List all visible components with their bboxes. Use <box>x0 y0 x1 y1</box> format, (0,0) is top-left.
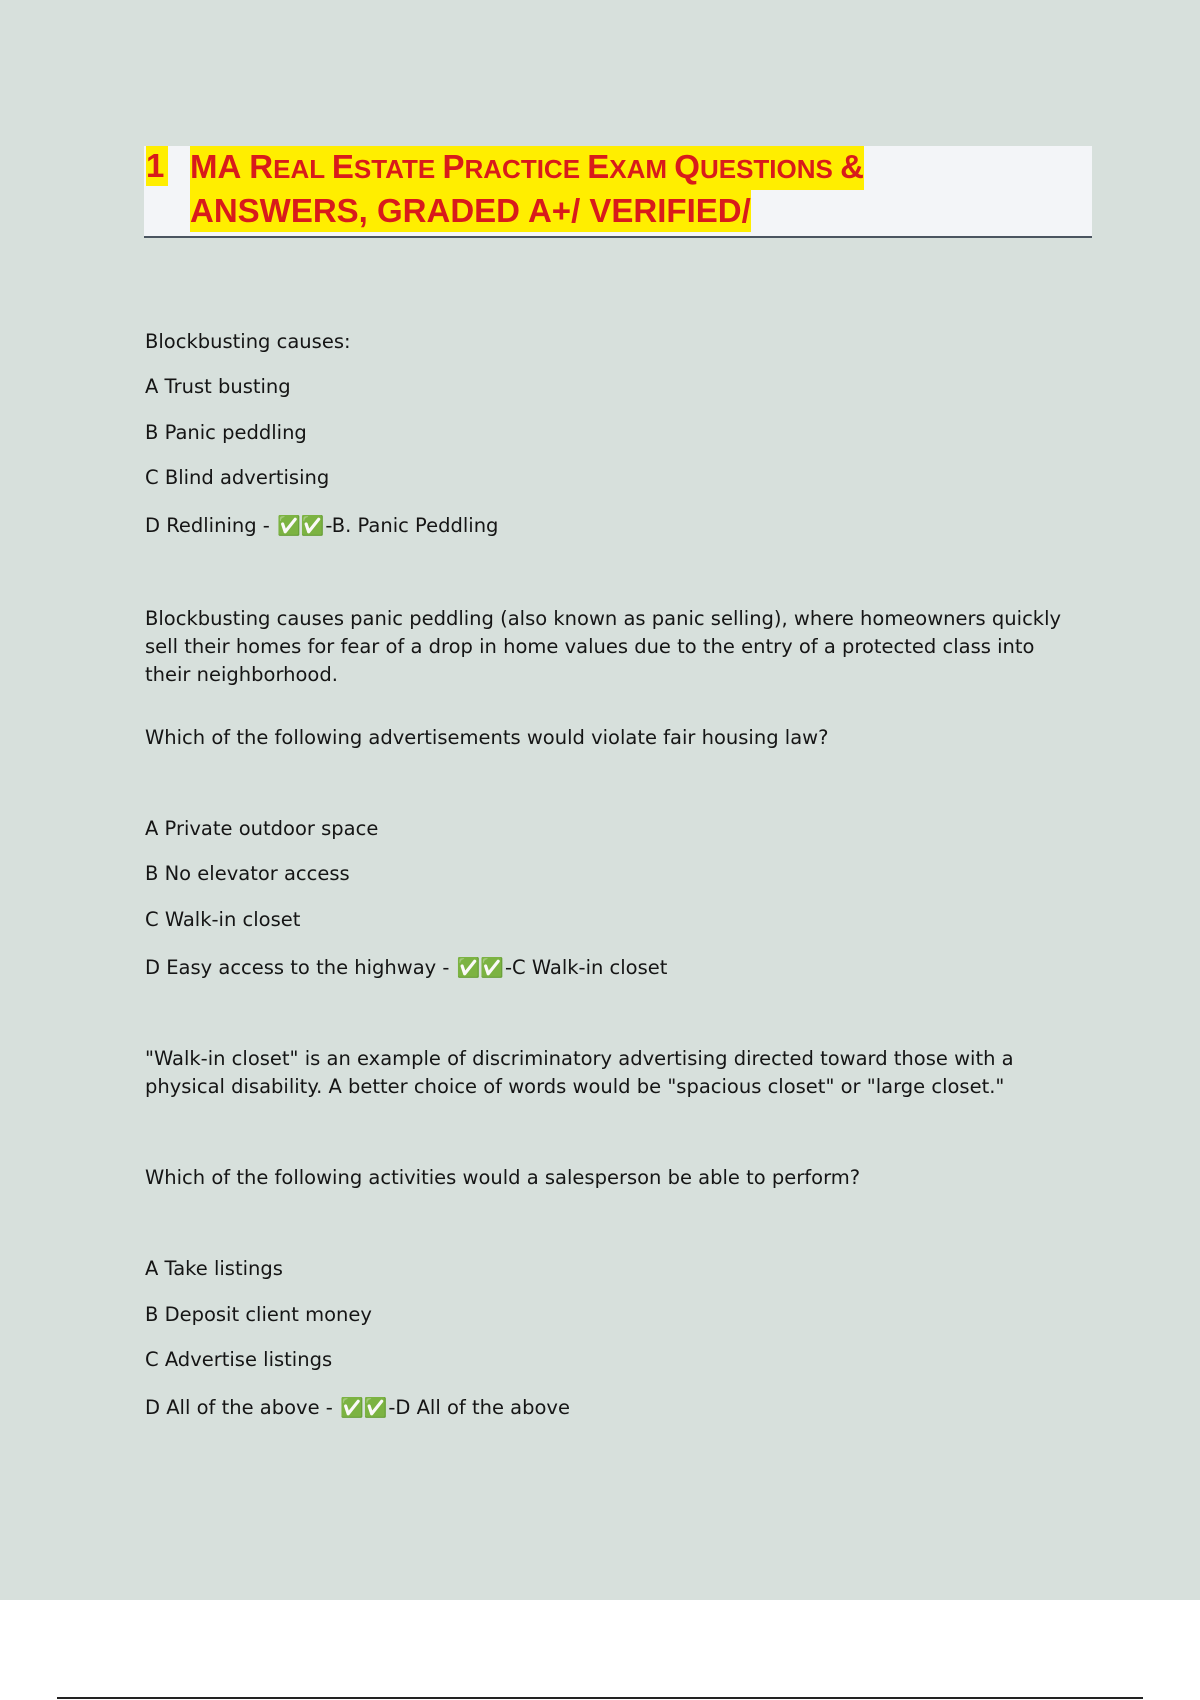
question-2-prompt: Which of the following advertisements would violate fair housing law? <box>145 726 829 749</box>
double-check-icon: ✅✅ <box>340 1397 388 1419</box>
question-2-explanation: "Walk-in closet" is an example of discriminatory advertising directed toward those with a physical disability. A better choice of words would be "spacious closet" or "large closet." <box>145 1047 1014 1098</box>
double-check-icon: ✅✅ <box>277 515 325 537</box>
footer-rule <box>57 1697 1143 1699</box>
heading-number: 1 <box>146 146 168 186</box>
question-1-prompt: Blockbusting causes: <box>145 330 351 353</box>
question-3-option-b: B Deposit client money <box>145 1303 372 1326</box>
question-1-explanation: Blockbusting causes panic peddling (also known as panic selling), where homeowners quickly sell their homes for fear of a drop in home values due to the entry of a protected class into their neighborhood. <box>145 607 1062 686</box>
question-3-option-a: A Take listings <box>145 1257 283 1280</box>
question-1-option-d-text: D Redlining - <box>145 514 270 537</box>
question-3-answer: -D All of the above <box>388 1396 570 1419</box>
double-check-icon: ✅✅ <box>456 957 504 979</box>
question-2-option-b: B No elevator access <box>145 862 350 885</box>
question-3-option-d <box>145 1394 1085 1422</box>
heading-line-2: ANSWERS, GRADED A+/ VERIFIED/ <box>190 190 751 232</box>
question-3-prompt: Which of the following activities would a salesperson be able to perform? <box>145 1166 861 1189</box>
question-3-option-d-text: D All of the above - <box>145 1396 333 1419</box>
question-1-option-b: B Panic peddling <box>145 421 307 444</box>
question-2-answer: -C Walk-in closet <box>504 956 668 979</box>
question-1-option-a: A Trust busting <box>145 375 291 398</box>
question-1-option-d <box>145 512 1085 540</box>
question-2-option-d-text: D Easy access to the highway - <box>145 956 450 979</box>
heading-line-1: MA REAL ESTATE PRACTICE EXAM QUESTIONS & <box>190 146 864 190</box>
question-2-option-a: A Private outdoor space <box>145 817 379 840</box>
question-2-option-c: C Walk-in closet <box>145 908 301 931</box>
question-1-option-c: C Blind advertising <box>145 466 330 489</box>
question-1-answer: -B. Panic Peddling <box>325 514 499 537</box>
question-2-option-d <box>145 954 1085 982</box>
question-3-option-c: C Advertise listings <box>145 1348 333 1371</box>
